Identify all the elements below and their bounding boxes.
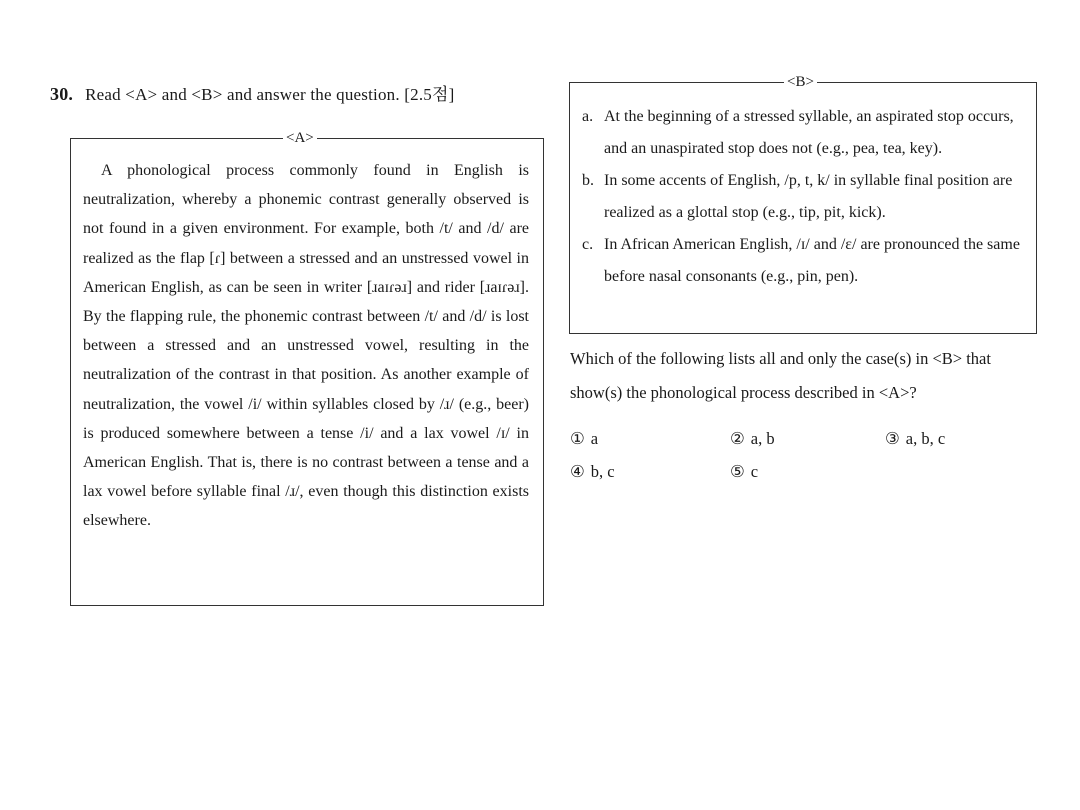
passage-a-box [70, 130, 544, 606]
passage-a-text: A phonological process commonly found in English is neutralization, whereby a phonemic contrast generally observed is not found in a given environment. For example, both /t/ and /d/ are realized as the flap [ɾ] between a stressed and an unstressed vowel in American English, as can be seen in writer [ɹaɪɾəɹ] and rider [ɹaɪɾəɹ]. By the flapping rule, the phonemic contrast between /t/ and /d/ is lost between a stressed and an unstressed vowel, resulting in the neutralization of the contrast in that position. As another example of neutralization, the vowel /i/ within syllables closed by /ɹ/ (e.g., beer) is produced somewhere between a tense /i/ and a lax vowel /ɪ/ in American English. That is, there is no contrast between a tense and a lax vowel before syllable final /ɹ/, even though this distinction exists elsewhere. [83, 162, 529, 530]
passage-b-label: <B> [784, 73, 817, 91]
option-2-marker: ② [730, 429, 745, 448]
item-text: At the beginning of a stressed syllable, an aspirated stop occurs, and an unaspirated stop does not (e.g., pea, tea, key). [604, 108, 1014, 157]
item-marker: b. [582, 172, 594, 189]
question-header [50, 80, 454, 105]
option-4-marker: ④ [570, 462, 585, 481]
option-2[interactable] [730, 422, 775, 455]
passage-b-item-a [582, 101, 1024, 164]
item-text: In African American English, /ɪ/ and /ɛ/ are pronounced the same before nasal consonants (e.g., pin, pen). [604, 236, 1020, 285]
option-1-text: a [590, 429, 599, 448]
item-marker: c. [582, 236, 594, 253]
passage-b-box [569, 74, 1037, 334]
option-3-text: a, b, c [905, 429, 946, 448]
option-5[interactable] [730, 455, 758, 488]
option-3-marker: ③ [885, 429, 900, 448]
question-stem: Which of the following lists all and only the case(s) in <B> that show(s) the phonological process described in <A>? [570, 349, 991, 402]
question-number: 30. [50, 84, 74, 104]
passage-b-item-c [582, 229, 1024, 292]
passage-b-list [582, 101, 1024, 293]
option-3[interactable] [885, 422, 945, 455]
passage-a-label: <A> [283, 129, 317, 147]
option-5-text: c [750, 462, 759, 481]
passage-b-item-b [582, 165, 1024, 228]
option-1[interactable] [570, 422, 598, 455]
question-instruction: Read <A> and <B> and answer the question. [2.5점] [85, 85, 455, 104]
option-4[interactable] [570, 455, 615, 488]
option-4-text: b, c [590, 462, 615, 481]
item-marker: a. [582, 108, 594, 125]
item-text: In some accents of English, /p, t, k/ in syllable final position are realized as a glottal stop (e.g., tip, pit, kick). [604, 172, 1013, 221]
option-1-marker: ① [570, 429, 585, 448]
option-5-marker: ⑤ [730, 462, 745, 481]
option-2-text: a, b [750, 429, 775, 448]
